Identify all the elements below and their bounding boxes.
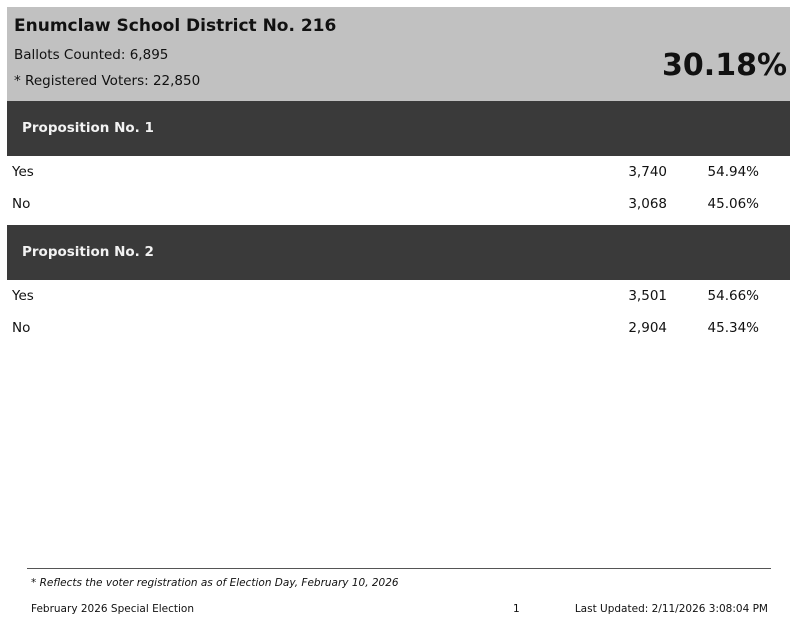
result-row: [7, 161, 790, 183]
proposition-header: [7, 101, 790, 156]
result-votes: 3,501: [628, 288, 667, 304]
page-number: 1: [513, 603, 520, 615]
turnout-percentage: 30.18%: [662, 48, 787, 83]
district-header: [7, 7, 790, 101]
footer-divider: [27, 568, 771, 569]
result-votes: 3,740: [628, 164, 667, 180]
result-row: [7, 317, 790, 339]
ballots-counted: Ballots Counted: 6,895: [14, 47, 169, 63]
result-percent: 54.94%: [707, 164, 759, 180]
proposition-header: [7, 225, 790, 280]
proposition-title: Proposition No. 1: [22, 120, 154, 136]
result-votes: 3,068: [628, 196, 667, 212]
last-updated: Last Updated: 2/11/2026 3:08:04 PM: [574, 603, 768, 615]
election-name: February 2026 Special Election: [31, 603, 194, 615]
result-percent: 54.66%: [707, 288, 759, 304]
district-title: Enumclaw School District No. 216: [14, 16, 337, 36]
result-choice: Yes: [12, 288, 34, 304]
result-row: [7, 193, 790, 215]
result-choice: No: [12, 320, 31, 336]
result-percent: 45.06%: [707, 196, 759, 212]
registered-voters: * Registered Voters: 22,850: [14, 73, 201, 89]
registration-footnote: * Reflects the voter registration as of Election Day, February 10, 2026: [31, 577, 399, 589]
result-choice: Yes: [12, 164, 34, 180]
result-row: [7, 285, 790, 307]
proposition-title: Proposition No. 2: [22, 244, 154, 260]
result-percent: 45.34%: [707, 320, 759, 336]
result-choice: No: [12, 196, 31, 212]
result-votes: 2,904: [628, 320, 667, 336]
